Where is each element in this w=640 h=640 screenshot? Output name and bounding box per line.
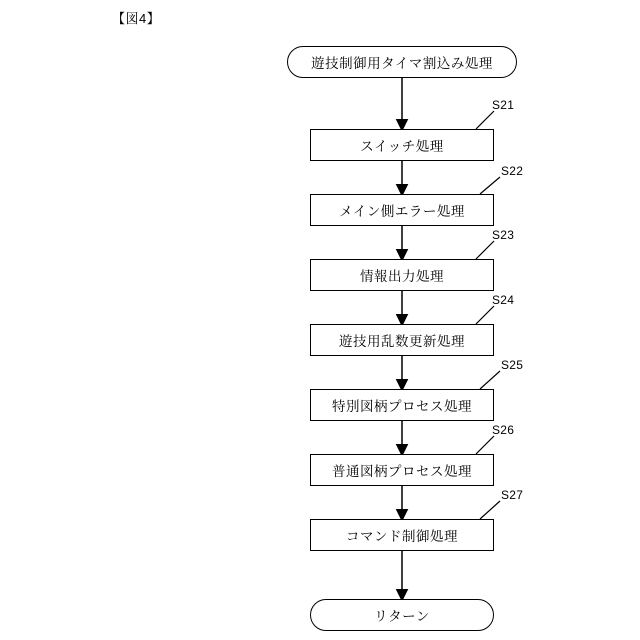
flow-node-label: スイッチ処理: [360, 139, 444, 154]
flow-node-label: メイン側エラー処理: [339, 204, 465, 219]
flow-node-s21[interactable]: [310, 129, 494, 161]
flow-node-s22[interactable]: [310, 194, 494, 226]
figure-label: 【図4】: [112, 11, 161, 26]
flow-node-label: リターン: [374, 609, 430, 624]
flow-node-return[interactable]: [310, 599, 494, 631]
flow-node-label: 普通図柄プロセス処理: [332, 464, 472, 479]
flow-node-s26[interactable]: [310, 454, 494, 486]
flow-node-start[interactable]: [287, 46, 517, 78]
flow-node-s25[interactable]: [310, 389, 494, 421]
flow-node-label: 遊技用乱数更新処理: [339, 334, 465, 349]
flow-node-label: 遊技制御用タイマ割込み処理: [311, 56, 493, 71]
step-tag-s23: S23: [492, 228, 515, 242]
flow-node-label: 特別図柄プロセス処理: [332, 399, 472, 414]
step-tag-s26: S26: [492, 423, 515, 437]
step-tag-s21: S21: [492, 98, 515, 112]
flow-node-label: コマンド制御処理: [346, 529, 458, 544]
flow-node-label: 情報出力処理: [360, 269, 444, 284]
flow-node-s23[interactable]: [310, 259, 494, 291]
flow-node-s24[interactable]: [310, 324, 494, 356]
step-tag-s22: S22: [501, 164, 524, 178]
step-tag-s27: S27: [501, 488, 524, 502]
step-tag-s25: S25: [501, 358, 524, 372]
step-tag-s24: S24: [492, 293, 515, 307]
flow-node-s27[interactable]: [310, 519, 494, 551]
